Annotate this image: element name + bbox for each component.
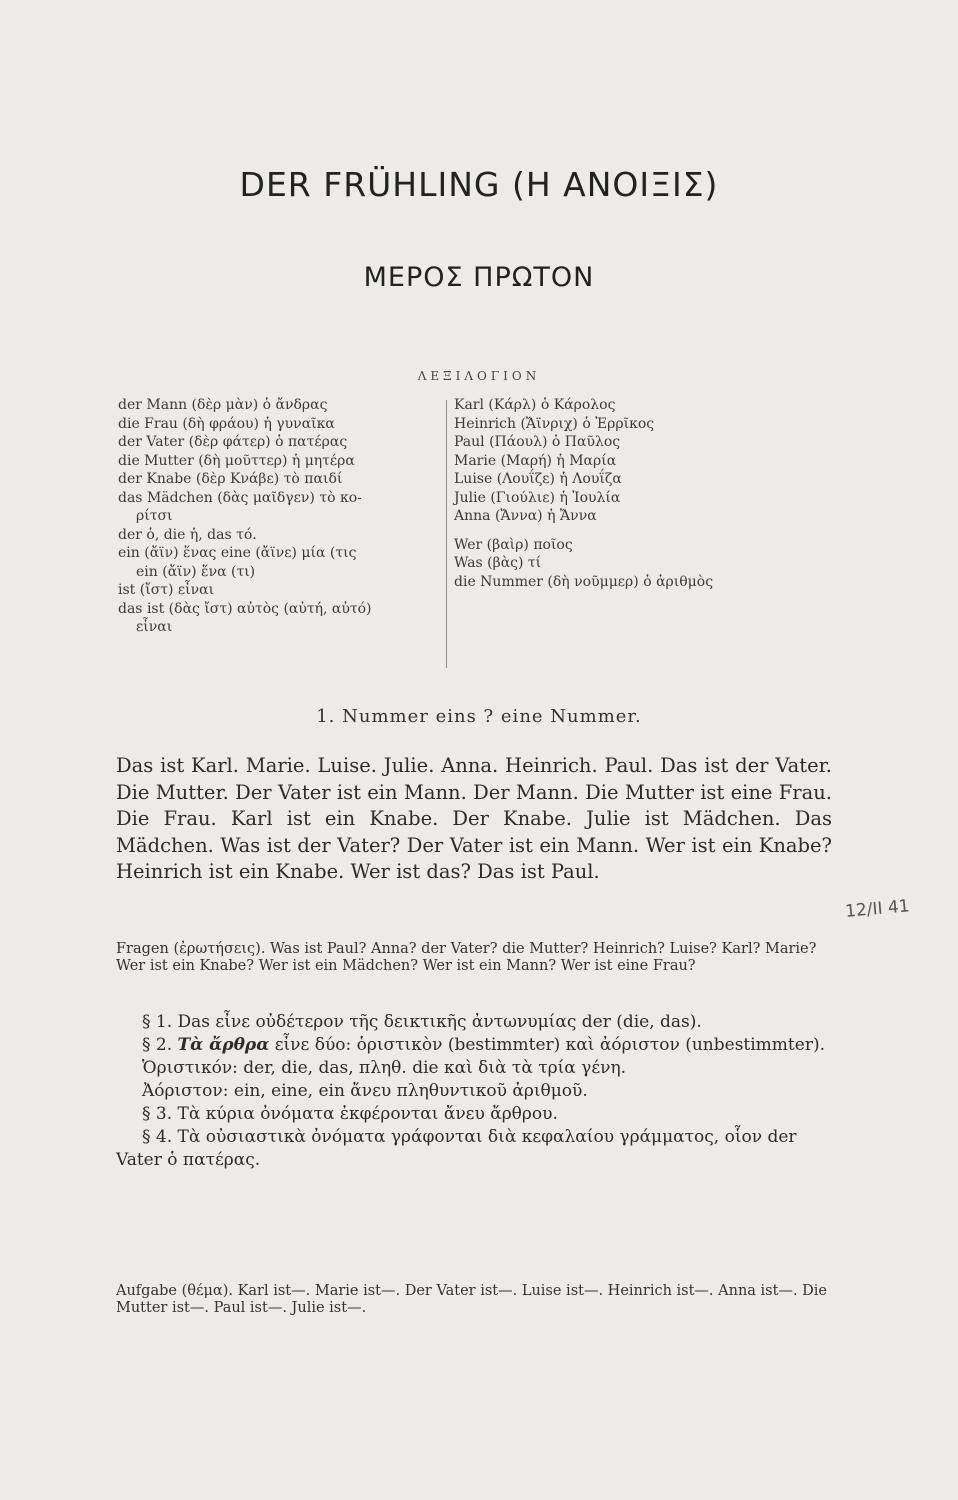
exercise-paragraph: Aufgabe (θέμα). Karl ist—. Marie ist—. Der Vater ist—. Luise ist—. Heinrich ist—. Anna ist—. Die Mutter ist—. Paul ist—. Julie ist—. [116, 1283, 828, 1316]
lexicon-entry: das Mädchen (δὰς μαῖδγεν) τὸ κο- [118, 489, 362, 506]
grammar-text: εἶνε δύο: ὁριστικὸν (bestimmter) καὶ ἀόριστον (unbestimmter). [274, 1035, 825, 1055]
grammar-paragraph [116, 1034, 832, 1057]
lexicon-entry: ρίτσι [136, 508, 173, 524]
column-divider [446, 400, 447, 668]
lexicon-entry: ein (ἄϊν) ἕνα (τι) [136, 563, 256, 580]
questions-paragraph: Fragen (ἐρωτήσεις). Was ist Paul? Anna? der Vater? die Mutter? Heinrich? Luise? Karl? Marie? Wer ist ein Knabe? Wer ist ein Mädchen? Wer ist ein Mann? Wer ist eine Frau? [116, 941, 817, 974]
page-title: DER FRÜHLING (Η ΑΝΟΙΞΙΣ) [239, 165, 719, 204]
lexicon-left-column [118, 396, 438, 637]
part-heading: ΜΕΡΟΣ ΠΡΩΤΟΝ [363, 262, 595, 293]
lexicon-entry: Heinrich (Ἄϊνριχ) ὁ Ἐρρῖκος [454, 415, 655, 432]
lexicon-entry: Wer (βαὶρ) ποῖος [454, 536, 573, 553]
lexicon-heading: ΛΕΞΙΛΟΓΙΟΝ [417, 369, 541, 383]
reading-paragraph: Das ist Karl. Marie. Luise. Julie. Anna. Heinrich. Paul. Das ist der Vater. Die Mutter. Der Vater ist ein Mann. Der Mann. Die Mutter ist eine Frau. Die Frau. Karl ist ein Knabe. Der Knabe. Julie ist Mädchen. Das Mädchen. Was ist der Vater? Der Vater ist ein Mann. Wer ist ein Knabe? Heinrich ist ein Knabe. Wer ist das? Das ist Paul. [116, 754, 832, 883]
lexicon-entry: der Mann (δὲρ μὰν) ὁ ἄνδρας [118, 397, 328, 413]
lexicon-entry: Anna (Ἄννα) ἡ Ἄννα [454, 508, 597, 524]
section-number: § 2. [142, 1035, 173, 1055]
reading-text [116, 753, 832, 886]
grammar-paragraph: Ὁριστικόν: der, die, das, πληθ. die καὶ διὰ τὰ τρία γένη. [142, 1058, 627, 1078]
lexicon-entry: die Mutter (δὴ μοῦττερ) ἡ μητέρα [118, 452, 355, 469]
lexicon-entry: ist (ἴστ) εἶναι [118, 582, 215, 598]
grammar-notes [116, 1011, 832, 1172]
lexicon-entry: εἶναι [136, 619, 173, 635]
lexicon-entry: die Frau (δὴ φράου) ἡ γυναῖκα [118, 415, 335, 432]
lexicon-entry: der ὁ, die ἡ, das τό. [118, 526, 257, 543]
lexicon-entry: ein (ἄϊν) ἕνας eine (ἄϊνε) μία (τις [118, 545, 357, 561]
lesson-heading: 1. Nummer eins ? eine Nummer. [316, 706, 642, 727]
lexicon-entry: Marie (Μαρή) ἡ Μαρία [454, 452, 617, 469]
lexicon-entry: Paul (Πάουλ) ὁ Παῦλος [454, 434, 621, 450]
grammar-paragraph: § 4. Τὰ οὐσιαστικὰ ὀνόματα γράφονται διὰ κεφαλαίου γράμματος, οἷον der Vater ὁ πατέρας. [116, 1127, 797, 1170]
bold-term: Τὰ ἄρθρα [177, 1035, 270, 1055]
lexicon-entry: Karl (Κάρλ) ὁ Κάρολος [454, 397, 616, 413]
grammar-paragraph: § 1. Das εἶνε οὐδέτερον τῆς δεικτικῆς ἀντωνυμίας der (die, das). [142, 1012, 702, 1032]
lexicon-entry: Julie (Γιούλιε) ἡ Ἰουλία [454, 489, 621, 506]
lexicon-entry: Luise (Λουΐζε) ἡ Λουΐζα [454, 471, 622, 487]
lexicon-entry: das ist (δὰς ἴστ) αὐτὸς (αὐτή, αὐτό) [118, 600, 372, 617]
grammar-paragraph: § 3. Τὰ κύρια ὀνόματα ἐκφέρονται ἄνευ ἄρθρου. [142, 1104, 558, 1124]
lexicon-right-column [454, 396, 834, 591]
lexicon-entry: die Nummer (δὴ νοῦμμερ) ὁ ἀριθμὸς [454, 573, 714, 590]
grammar-paragraph: Ἀόριστον: ein, eine, ein ἄνευ πληθυντικοῦ ἀριθμοῦ. [142, 1081, 588, 1101]
lexicon-entry: Was (βὰς) τί [454, 555, 542, 571]
lexicon-entry: der Vater (δὲρ φάτερ) ὁ πατέρας [118, 434, 348, 450]
lexicon-entry: der Knabe (δὲρ Κνάβε) τὸ παιδί [118, 471, 343, 487]
handwritten-date: 12/II 41 [844, 896, 911, 922]
